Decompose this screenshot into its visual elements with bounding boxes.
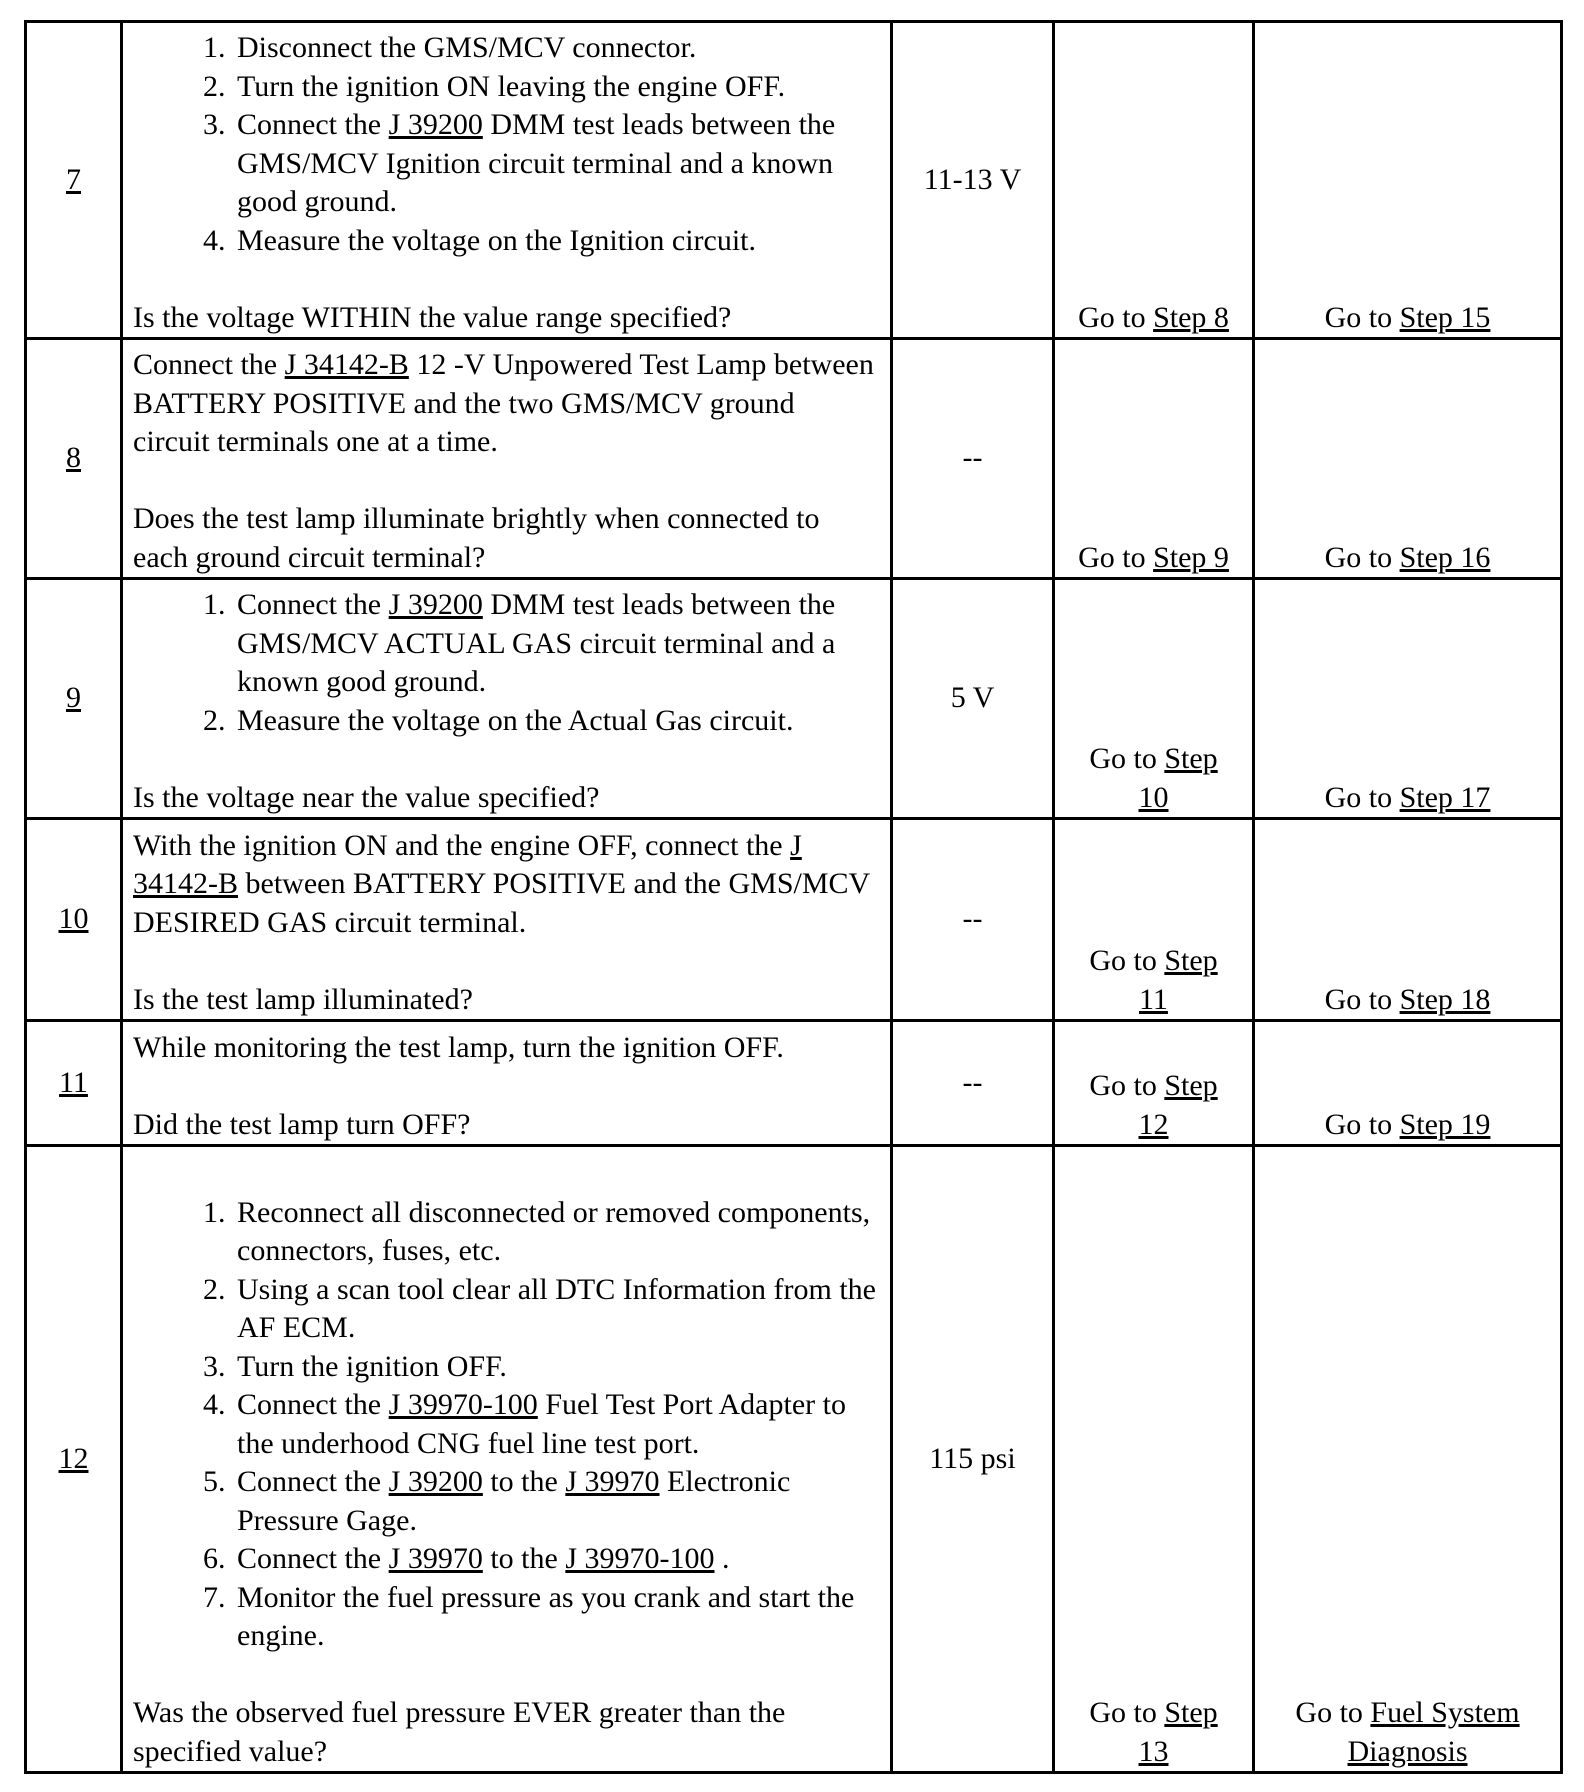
spacer <box>133 462 878 501</box>
procedure-step <box>233 1348 878 1387</box>
table-row <box>26 1146 1562 1773</box>
yes-cell <box>1054 1146 1254 1773</box>
procedure-step <box>233 586 878 702</box>
yes-cell <box>1054 1021 1254 1146</box>
spacer <box>133 260 878 299</box>
text-run: to the <box>482 1465 566 1498</box>
no-action <box>1255 299 1560 338</box>
action-cell <box>122 579 892 819</box>
no-action <box>1255 539 1560 578</box>
text-run: Connect the <box>237 1388 389 1421</box>
no-cell <box>1254 1146 1562 1773</box>
reference-link[interactable]: J 39970 <box>388 1542 483 1575</box>
procedure-step <box>233 222 878 261</box>
text-run: Go to <box>1324 1107 1400 1141</box>
text-run: Go to <box>1089 1069 1165 1102</box>
reference-link[interactable]: Step 18 <box>1399 982 1491 1016</box>
spacer <box>133 1067 878 1106</box>
text-run: Monitor the fuel pressure as you crank and start the engine. <box>237 1580 855 1652</box>
text-run: Connect the <box>237 1542 389 1575</box>
text-run: Go to <box>1089 944 1165 977</box>
action-cell <box>122 339 892 579</box>
step-number-link[interactable]: 12 <box>58 1441 89 1475</box>
text-run: Go to <box>1324 780 1400 814</box>
text-run: DMM test leads between the GMS/MCV ACTUAL GAS circuit terminal and a known good ground. <box>237 588 836 698</box>
yes-cell <box>1054 579 1254 819</box>
question-text: Is the test lamp illuminated? <box>133 982 473 1016</box>
reference-link[interactable]: Step 8 <box>1153 300 1229 334</box>
step-number-cell <box>26 339 122 579</box>
spec-value: -- <box>962 902 983 936</box>
procedure-step <box>233 68 878 107</box>
table-row <box>26 579 1562 819</box>
reference-link[interactable]: J 34142-B <box>133 828 802 900</box>
question-text: Is the voltage near the value specified? <box>133 780 600 814</box>
text-run: Connect the <box>133 348 285 381</box>
yes-cell <box>1054 339 1254 579</box>
text-run: to the <box>482 1542 566 1575</box>
question-text: Was the observed fuel pressure EVER greater than the specified value? <box>133 1696 786 1768</box>
instruction-text <box>133 827 878 943</box>
step-number-link[interactable]: 7 <box>66 162 81 196</box>
table-row <box>26 1021 1562 1146</box>
action-cell <box>122 1146 892 1773</box>
reference-link[interactable]: Step 10 <box>1138 742 1218 814</box>
text-run: Using a scan tool clear all DTC Information from the AF ECM. <box>237 1272 876 1344</box>
procedure-step <box>233 1463 878 1540</box>
reference-link[interactable]: J 39970-100 <box>565 1542 715 1575</box>
no-cell <box>1254 339 1562 579</box>
text-run: With the ignition ON and the engine OFF, connect the <box>133 828 791 862</box>
text-run: Connect the <box>237 588 389 621</box>
spacer <box>133 942 878 981</box>
text-run: . <box>714 1542 730 1575</box>
table-row <box>26 339 1562 579</box>
yes-action <box>1055 539 1252 578</box>
text-run: Turn the ignition ON leaving the engine OFF. <box>237 69 786 103</box>
text-run: Go to <box>1295 1696 1371 1729</box>
step-number-cell <box>26 819 122 1021</box>
step-number-link[interactable]: 9 <box>66 681 81 715</box>
question-text: Did the test lamp turn OFF? <box>133 1107 471 1141</box>
text-run: Measure the voltage on the Actual Gas circuit. <box>237 703 794 737</box>
reference-link[interactable]: Step 16 <box>1399 540 1491 574</box>
question-text: Does the test lamp illuminate brightly when connected to each ground circuit terminal? <box>133 502 820 574</box>
reference-link[interactable]: Step 13 <box>1138 1696 1218 1768</box>
no-cell <box>1254 22 1562 339</box>
no-cell <box>1254 1021 1562 1146</box>
table-row <box>26 22 1562 339</box>
reference-link[interactable]: J 39970-100 <box>388 1388 538 1421</box>
spec-value: -- <box>962 441 983 475</box>
procedure-step <box>233 1386 878 1463</box>
instruction-text <box>133 346 878 462</box>
reference-link[interactable]: Step 9 <box>1153 540 1229 574</box>
reference-link[interactable]: Step 12 <box>1138 1069 1218 1141</box>
reference-link[interactable]: J 34142-B <box>284 348 409 381</box>
text-run: DMM test leads between the GMS/MCV Ignition circuit terminal and a known good ground. <box>237 108 836 218</box>
step-number-link[interactable]: 8 <box>66 441 81 475</box>
value-cell <box>892 1146 1054 1773</box>
value-cell <box>892 339 1054 579</box>
step-number-cell <box>26 22 122 339</box>
no-action <box>1255 779 1560 818</box>
step-number-link[interactable]: 10 <box>58 902 89 936</box>
step-number-cell <box>26 579 122 819</box>
text-run: Disconnect the GMS/MCV connector. <box>237 31 697 64</box>
spec-value: 5 V <box>950 681 995 715</box>
value-cell <box>892 819 1054 1021</box>
instruction-text <box>133 1029 878 1068</box>
reference-link[interactable]: J 39200 <box>388 1465 483 1498</box>
yes-action <box>1055 299 1252 338</box>
text-run: Go to <box>1078 300 1154 334</box>
procedure-step <box>233 1194 878 1271</box>
step-number-cell <box>26 1146 122 1773</box>
procedure-list <box>133 1194 878 1656</box>
value-cell <box>892 579 1054 819</box>
text-run: Go to <box>1089 1696 1165 1729</box>
text-run: Go to <box>1324 540 1400 574</box>
yes-action <box>1055 942 1252 1019</box>
yes-cell <box>1054 819 1254 1021</box>
procedure-step <box>233 702 878 741</box>
reference-link[interactable]: Step 15 <box>1399 300 1491 334</box>
step-number-link[interactable]: 11 <box>59 1065 88 1099</box>
diagnostic-table <box>24 20 1563 1774</box>
text-run: While monitoring the test lamp, turn the ignition OFF. <box>133 1030 784 1064</box>
question-text: Is the voltage WITHIN the value range specified? <box>133 300 732 334</box>
procedure-list <box>133 29 878 260</box>
text-run: Fuel Test Port Adapter to the underhood CNG fuel line test port. <box>237 1388 846 1460</box>
table-row <box>26 819 1562 1021</box>
spec-value: -- <box>962 1065 983 1099</box>
action-cell <box>122 22 892 339</box>
reference-link[interactable]: Step 17 <box>1399 780 1491 814</box>
text-run: between BATTERY POSITIVE and the GMS/MCV DESIRED GAS circuit terminal. <box>133 867 870 939</box>
no-cell <box>1254 819 1562 1021</box>
yes-cell <box>1054 22 1254 339</box>
text-run: Go to <box>1078 540 1154 574</box>
action-cell <box>122 1021 892 1146</box>
procedure-step <box>233 106 878 222</box>
reference-link[interactable]: J 39200 <box>388 108 483 141</box>
reference-link[interactable]: Step 19 <box>1399 1107 1491 1141</box>
text-run: Electronic Pressure Gage. <box>237 1465 791 1537</box>
reference-link[interactable]: J 39200 <box>388 588 483 621</box>
yes-action <box>1055 1067 1252 1144</box>
spec-value: 11-13 V <box>923 162 1022 196</box>
text-run: Turn the ignition OFF. <box>237 1349 507 1383</box>
spacer <box>133 740 878 779</box>
text-run: Connect the <box>237 1465 389 1498</box>
no-action <box>1255 981 1560 1020</box>
spec-value: 115 psi <box>929 1441 1016 1475</box>
procedure-step <box>233 1540 878 1579</box>
no-action <box>1255 1106 1560 1145</box>
yes-action <box>1055 1694 1252 1771</box>
text-run: Go to <box>1089 742 1165 775</box>
action-cell <box>122 819 892 1021</box>
text-run: 12 -V Unpowered Test Lamp between BATTERY POSITIVE and the two GMS/MCV ground circuit terminals one at a time. <box>133 348 874 458</box>
text-run: Measure the voltage on the Ignition circuit. <box>237 223 757 257</box>
text-run: Connect the <box>237 108 389 141</box>
no-action <box>1255 1694 1560 1771</box>
spacer <box>133 1656 878 1695</box>
step-number-cell <box>26 1021 122 1146</box>
no-cell <box>1254 579 1562 819</box>
value-cell <box>892 22 1054 339</box>
procedure-step <box>233 1579 878 1656</box>
reference-link[interactable]: J 39970 <box>565 1465 660 1498</box>
reference-link[interactable]: Fuel System Diagnosis <box>1347 1696 1520 1768</box>
text-run: Reconnect all disconnected or removed components, connectors, fuses, etc. <box>237 1195 871 1267</box>
text-run: Go to <box>1324 300 1400 334</box>
procedure-step <box>233 1271 878 1348</box>
reference-link[interactable]: Step 11 <box>1139 944 1218 1016</box>
text-run: Go to <box>1324 982 1400 1016</box>
procedure-step <box>233 29 878 68</box>
yes-action <box>1055 740 1252 817</box>
value-cell <box>892 1021 1054 1146</box>
procedure-list <box>133 586 878 740</box>
